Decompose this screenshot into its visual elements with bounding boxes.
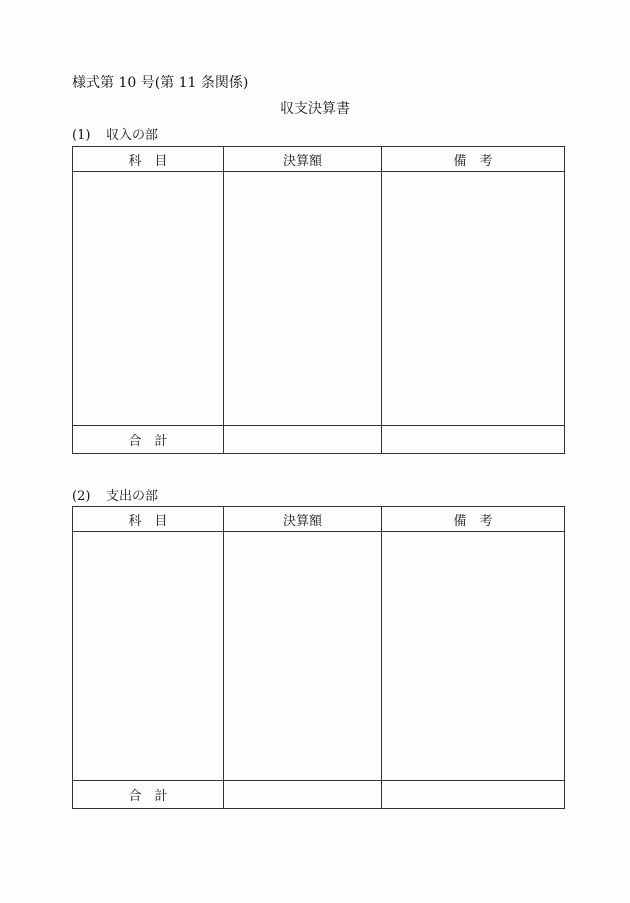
table-total-row xyxy=(73,781,565,809)
section-number: (2) xyxy=(72,489,91,504)
total-remarks-cell[interactable] xyxy=(382,781,565,809)
item-cell[interactable] xyxy=(73,172,224,426)
column-header-remarks: 備 考 xyxy=(382,507,565,532)
column-header-item: 科 目 xyxy=(73,147,224,172)
table-header-row xyxy=(73,507,565,532)
section-label: 支出の部 xyxy=(106,489,159,504)
total-label: 合 計 xyxy=(73,781,224,809)
table-total-row xyxy=(73,426,565,454)
total-label: 合 計 xyxy=(73,426,224,454)
remarks-cell[interactable] xyxy=(382,172,565,426)
total-amount-cell[interactable] xyxy=(224,426,382,454)
section-title-income xyxy=(72,124,158,143)
amount-cell[interactable] xyxy=(224,172,382,426)
section-title-expenditure xyxy=(72,485,158,504)
column-header-amount: 決算額 xyxy=(224,507,382,532)
column-header-amount: 決算額 xyxy=(224,147,382,172)
table-body-row xyxy=(73,172,565,426)
remarks-cell[interactable] xyxy=(382,532,565,781)
total-amount-cell[interactable] xyxy=(224,781,382,809)
amount-cell[interactable] xyxy=(224,532,382,781)
document-title: 収支決算書 xyxy=(280,101,350,117)
total-remarks-cell[interactable] xyxy=(382,426,565,454)
table-header-row xyxy=(73,147,565,172)
section-label: 収入の部 xyxy=(106,128,159,143)
section-number: (1) xyxy=(72,128,91,143)
expenditure-table xyxy=(72,506,565,809)
table-body-row xyxy=(73,532,565,781)
form-number: 様式第 10 号(第 11 条関係) xyxy=(72,75,249,91)
income-table xyxy=(72,146,565,454)
column-header-remarks: 備 考 xyxy=(382,147,565,172)
column-header-item: 科 目 xyxy=(73,507,224,532)
item-cell[interactable] xyxy=(73,532,224,781)
